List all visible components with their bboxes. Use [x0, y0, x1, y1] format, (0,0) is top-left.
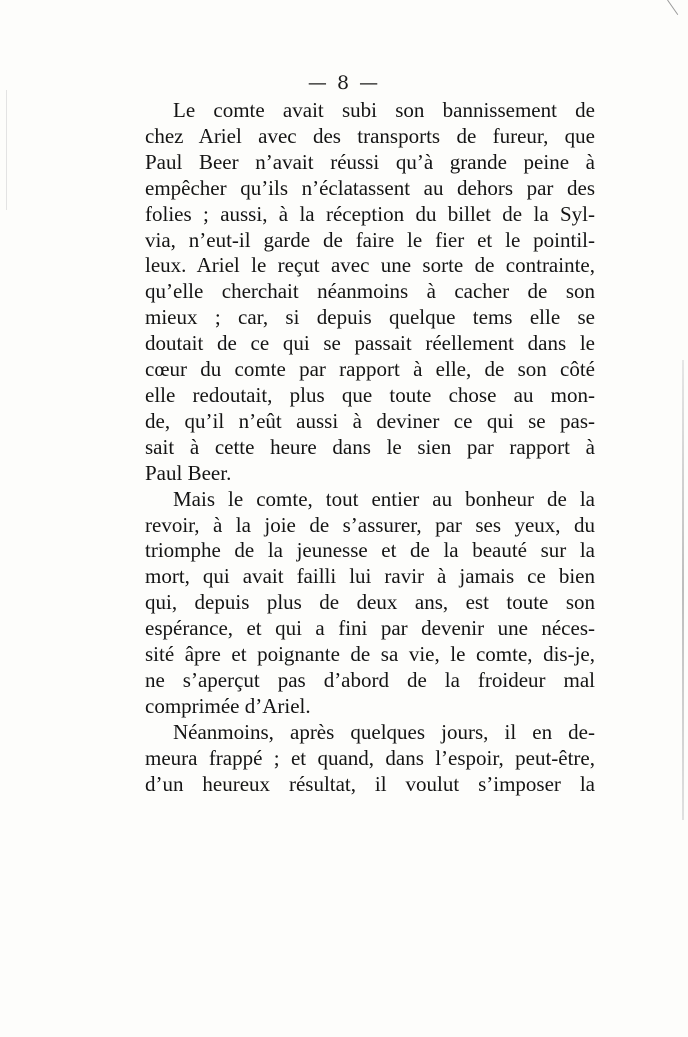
- text-line: elle redoutait, plus que toute chose au mon-: [145, 382, 595, 407]
- right-edge-shadow: [682, 360, 684, 820]
- text-line: meura frappé ; et quand, dans l’espoir, peut-être,: [145, 745, 595, 770]
- text-line: qu’elle cherchait néanmoins à cacher de son: [145, 279, 595, 304]
- text-line: de, qu’il n’eût aussi à deviner ce qui se pas-: [145, 408, 595, 433]
- text-line: folies ; aussi, à la réception du billet de la Syl-: [145, 201, 595, 226]
- text-line: doutait de ce qui se passait réellement dans le: [145, 331, 595, 356]
- text-line: Paul Beer n’avait réussi qu’à grande peine à: [145, 149, 595, 174]
- text-line: Néanmoins, après quelques jours, il en de-: [173, 719, 595, 744]
- text-line: triomphe de la jeunesse et de la beauté sur la: [145, 538, 595, 563]
- text-line: Le comte avait subi son bannissement de: [173, 98, 595, 122]
- text-line: cœur du comte par rapport à elle, de son côté: [145, 357, 595, 382]
- text-line: revoir, à la joie de s’assurer, par ses yeux, du: [145, 512, 595, 537]
- body-text: [145, 98, 595, 797]
- page-number: — 8 —: [307, 72, 381, 94]
- text-line: Paul Beer.: [145, 460, 232, 485]
- text-line: ne s’aperçut pas d’abord de la froideur mal: [145, 667, 595, 692]
- text-line: sait à cette heure dans le sien par rapport à: [145, 434, 595, 459]
- text-line: mieux ; car, si depuis quelque tems elle se: [145, 305, 595, 330]
- text-line: mort, qui avait failli lui ravir à jamais ce bien: [145, 564, 595, 589]
- text-line: espérance, et qui a fini par devenir une néces-: [145, 616, 595, 641]
- text-line: comprimée d’Ariel.: [145, 693, 311, 718]
- text-line: via, n’eut-il garde de faire le fier et le pointil-: [145, 227, 595, 252]
- text-line: Mais le comte, tout entier au bonheur de la: [173, 486, 595, 511]
- corner-mark: [667, 0, 678, 15]
- text-line: chez Ariel avec des transports de fureur, que: [145, 123, 595, 148]
- text-line: leux. Ariel le reçut avec une sorte de contrainte,: [145, 253, 595, 278]
- text-line: sité âpre et poignante de sa vie, le comte, dis-je,: [145, 642, 595, 667]
- text-line: qui, depuis plus de deux ans, est toute son: [145, 590, 595, 615]
- text-line: d’un heureux résultat, il voulut s’imposer la: [145, 771, 595, 796]
- left-edge-shadow: [6, 90, 7, 210]
- text-line: empêcher qu’ils n’éclatassent au dehors par des: [145, 175, 595, 200]
